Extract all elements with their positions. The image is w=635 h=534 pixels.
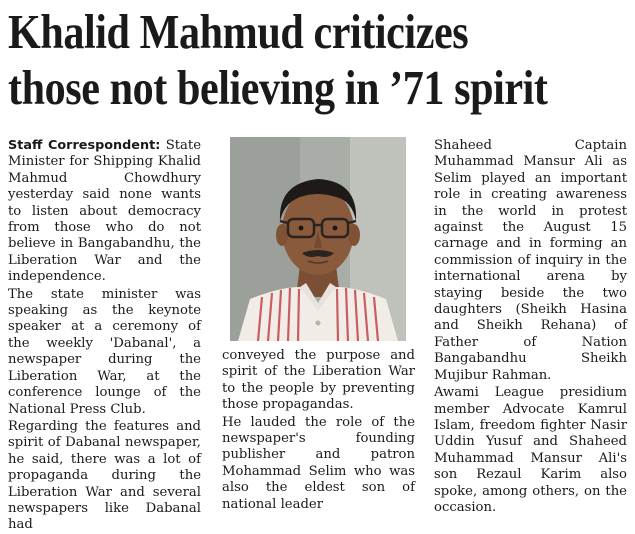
article-column-2 (222, 348, 415, 513)
paragraph-6: Shaheed Captain Muhammad Mansur Ali as Selim played an important role in creating awareness in the world in protest against the August 15 carnage and in forming an commission of inquiry in the international arena by staying beside the two daughters (Sheikh Hasina and Sheikh Rehana) of Father of Nation Bangabandhu Sheikh Mujibur Rahman. (434, 138, 627, 383)
paragraph-5: He lauded the role of the newspaper's founding publisher and patron Mohammad Selim who was also the eldest son of national leader (222, 414, 415, 512)
paragraph-1-text: State Minister for Shipping Khalid Mahmud Chowdhury yesterday said none wants to listen about democracy from those who do not believe in Bangabandhu, the Liberation War and the independence. (8, 138, 201, 285)
byline: Staff Correspondent: (8, 138, 161, 153)
article-column-3 (434, 138, 627, 516)
article-photo (230, 137, 406, 341)
paragraph-2: The state minister was speaking as the keynote speaker at a ceremony of the weekly 'Dabanal', a newspaper during the Liberation War, at the conference lounge of the National Press Club. (8, 286, 201, 417)
paragraph-3: Regarding the features and spirit of Dabanal newspaper, he said, there was a lot of propaganda during the Liberation War and several newspapers like Dabanal had (8, 418, 201, 533)
speaker-portrait (230, 137, 406, 341)
headline-line-1: Khalid Mahmud criticizes (8, 4, 469, 59)
paragraph-1 (8, 138, 201, 286)
paragraph-7: Awami League presidium member Advocate Kamrul Islam, freedom fighter Nasir Uddin Yusuf and Shaheed Muhammad Mansur Ali's son Rezaul Karim also spoke, among others, on the occasion. (434, 385, 627, 515)
paragraph-4: conveyed the purpose and spirit of the Liberation War to the people by preventing those propagandas. (222, 348, 415, 413)
headline-line-2: those not believing in ’71 spirit (8, 60, 548, 115)
article-column-1 (8, 138, 201, 534)
headline (8, 4, 548, 116)
